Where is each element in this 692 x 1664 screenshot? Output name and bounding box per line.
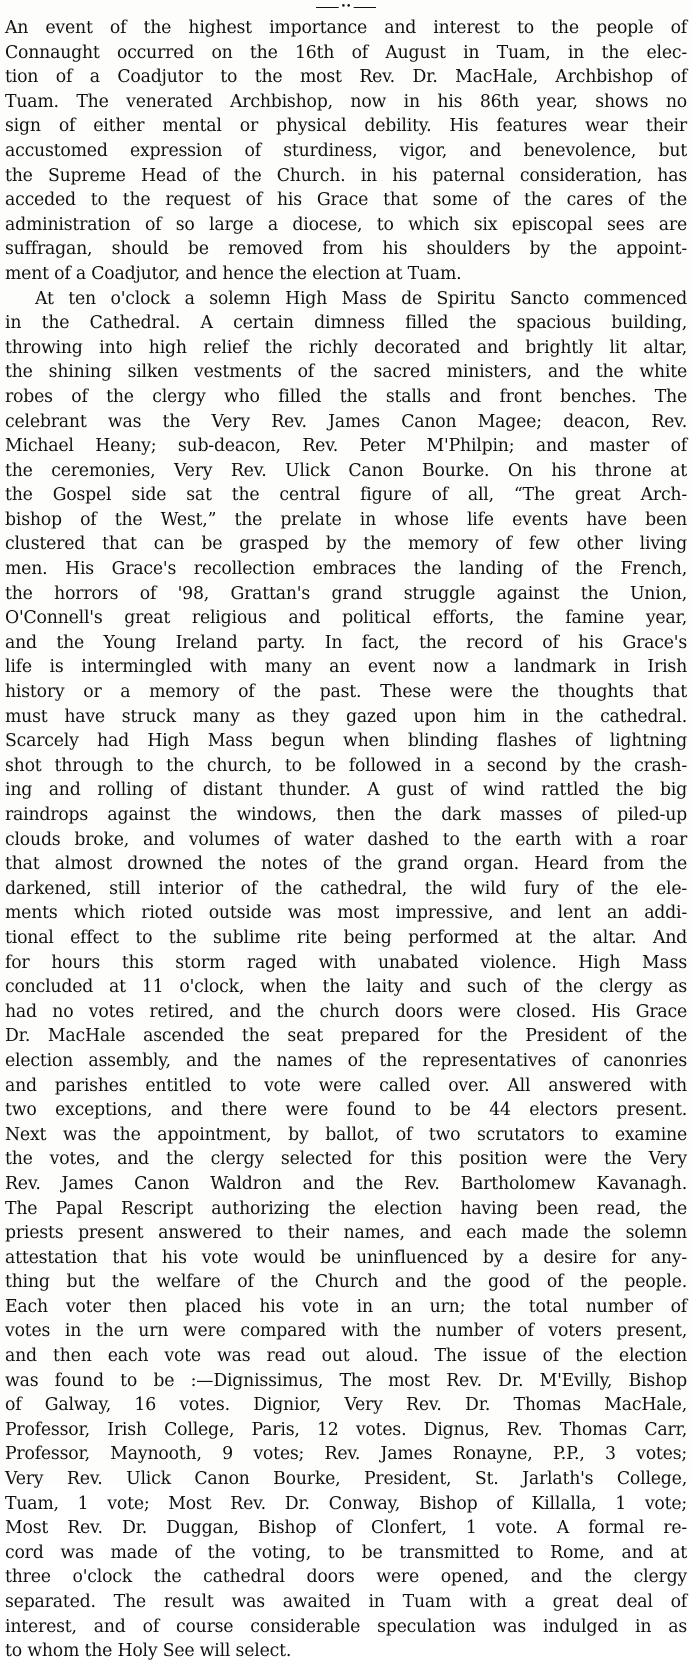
article-line: had no votes retired, and the church doors were closed. His Grace: [5, 1001, 687, 1022]
article-line: An event of the highest importance and interest to the people of: [5, 18, 687, 38]
article-line: accustomed expression of sturdiness, vigor, and benevolence, but: [5, 140, 687, 161]
article-line: that almost drowned the notes of the grand organ. Heard from the: [5, 854, 687, 875]
article-line: Professor, Irish College, Paris, 12 votes. Dignus, Rev. Thomas Carr,: [5, 1419, 687, 1440]
article-line: for hours this storm raged with unabated violence. High Mass: [5, 952, 687, 973]
article-line: throwing into high relief the richly decorated and brightly lit altar,: [5, 337, 687, 358]
article-line: separated. The result was awaited in Tuam with a great deal of: [5, 1592, 687, 1612]
article-line: ing and rolling of distant thunder. A gust of wind rattled the big: [5, 780, 687, 801]
article-line: Michael Heany; sub-deacon, Rev. Peter M'Philpin; and master of: [5, 436, 687, 457]
article-line: three o'clock the cathedral doors were opened, and the clergy: [5, 1567, 687, 1588]
article-line: acceded to the request of his Grace that some of the cares of the: [5, 190, 687, 211]
article-line: ment of a Coadjutor, and hence the election at Tuam.: [5, 263, 462, 284]
article-line: robes of the clergy who filled the stalls and front benches. The: [5, 386, 687, 407]
article-line: cord was made of the voting, to be transmitted to Rome, and at: [5, 1542, 687, 1563]
article-line: shot through to the church, to be followed in a second by the crash-: [5, 755, 687, 776]
article-line: was found to be :—Dignissimus, The most Rev. Dr. M'Evilly, Bishop: [5, 1370, 687, 1391]
article-line: the Supreme Head of the Church. in his paternal consideration, has: [5, 165, 687, 186]
article-line: history or a memory of the past. These were the thoughts that: [5, 682, 687, 703]
article-line: Each voter then placed his vote in an urn; the total number of: [5, 1296, 687, 1317]
article-line: sign of either mental or physical debility. His features wear their: [5, 116, 687, 137]
article-line: in the Cathedral. A certain dimness filled the spacious building,: [5, 313, 687, 334]
article-line: attestation that his vote would be uninfluenced by a desire for any-: [5, 1247, 687, 1268]
article-line: Rev. James Canon Waldron and the Rev. Bartholomew Kavanagh.: [5, 1173, 687, 1194]
article-line: interest, and of course considerable speculation was indulged in as: [5, 1616, 687, 1637]
article-line: O'Connell's great religious and political efforts, the famine year,: [5, 608, 687, 629]
article-line: the ceremonies, Very Rev. Ulick Canon Bourke. On his throne at: [5, 460, 687, 481]
article-line: life is intermingled with many an event now a landmark in Irish: [5, 657, 687, 678]
article-line: darkened, still interior of the cathedral, the wild fury of the ele-: [5, 878, 687, 899]
article-line: At ten o'clock a solemn High Mass de Spiritu Sancto commenced: [35, 288, 687, 309]
article-line: the shining silken vestments of the sacred ministers, and the white: [5, 362, 687, 383]
article-line: suffragan, should be removed from his shoulders by the appoint-: [5, 239, 687, 260]
article-line: the horrors of '98, Grattan's grand struggle against the Union,: [5, 583, 687, 604]
article-line: must have struck many as they gazed upon him in the cathedral.: [5, 706, 687, 727]
article-line: votes in the urn were compared with the number of voters present,: [5, 1321, 687, 1342]
article-line: clustered that can be grasped by the memory of few other living: [5, 534, 687, 555]
divider-ornament: ••: [340, 1, 352, 12]
article-line: the votes, and the clergy selected for this position were the Very: [5, 1149, 687, 1170]
article-line: ments which rioted outside was most impressive, and lent an addi-: [5, 903, 687, 924]
article-line: thing but the welfare of the Church and the good of the people.: [5, 1272, 687, 1293]
article-line: and the Young Ireland party. In fact, the record of his Grace's: [5, 632, 687, 653]
article-line: The Papal Rescript authorizing the election having been read, the: [5, 1198, 687, 1219]
article-line: tional effect to the sublime rite being performed at the altar. And: [5, 927, 687, 948]
article-line: to whom the Holy See will select.: [5, 1641, 292, 1662]
article-line: and parishes entitled to vote were called over. All answered with: [5, 1075, 687, 1096]
article-line: of Galway, 16 votes. Dignior, Very Rev. Dr. Thomas MacHale,: [5, 1395, 687, 1416]
article-line: priests present answered to their names, and each made the solemn: [5, 1223, 687, 1244]
article-line: Tuam. The venerated Archbishop, now in his 86th year, shows no: [5, 91, 687, 112]
article-line: Most Rev. Dr. Duggan, Bishop of Clonfert, 1 vote. A formal re-: [5, 1518, 687, 1539]
article-line: tion of a Coadjutor to the most Rev. Dr. MacHale, Archbishop of: [5, 67, 687, 88]
article-line: Scarcely had High Mass begun when blinding flashes of lightning: [5, 731, 687, 752]
article-line: and then each vote was read out aloud. The issue of the election: [5, 1346, 687, 1367]
divider-rule: [316, 1, 376, 12]
article-body: [5, 16, 687, 1664]
article-line: Professor, Maynooth, 9 votes; Rev. James Ronayne, P.P., 3 votes;: [5, 1444, 687, 1465]
article-line: celebrant was the Very Rev. James Canon Magee; deacon, Rev.: [5, 411, 687, 432]
article-line: raindrops against the windows, then the dark masses of piled-up: [5, 805, 687, 825]
article-line: two exceptions, and there were found to be 44 electors present.: [5, 1100, 687, 1121]
section-divider: [0, 0, 692, 14]
article-line: Very Rev. Ulick Canon Bourke, President, St. Jarlath's College,: [5, 1469, 687, 1490]
article-line: the Gospel side sat the central figure of all, “The great Arch-: [5, 485, 687, 506]
article-line: bishop of the West,” the prelate in whose life events have been: [5, 509, 687, 530]
article-line: clouds broke, and volumes of water dashed to the earth with a roar: [5, 829, 687, 850]
article-line: Tuam, 1 vote; Most Rev. Dr. Conway, Bishop of Killalla, 1 vote;: [5, 1493, 687, 1514]
article-line: Connaught occurred on the 16th of August in Tuam, in the elec-: [5, 42, 687, 63]
article-line: Next was the appointment, by ballot, of two scrutators to examine: [5, 1124, 687, 1145]
article-line: concluded at 11 o'clock, when the laity and such of the clergy as: [5, 977, 687, 998]
article-line: men. His Grace's recollection embraces the landing of the French,: [5, 559, 687, 580]
article-line: election assembly, and the names of the representatives of canonries: [5, 1050, 687, 1071]
article-line: administration of so large a diocese, to which six episcopal sees are: [5, 214, 687, 235]
article-line: Dr. MacHale ascended the seat prepared for the President of the: [5, 1026, 687, 1047]
